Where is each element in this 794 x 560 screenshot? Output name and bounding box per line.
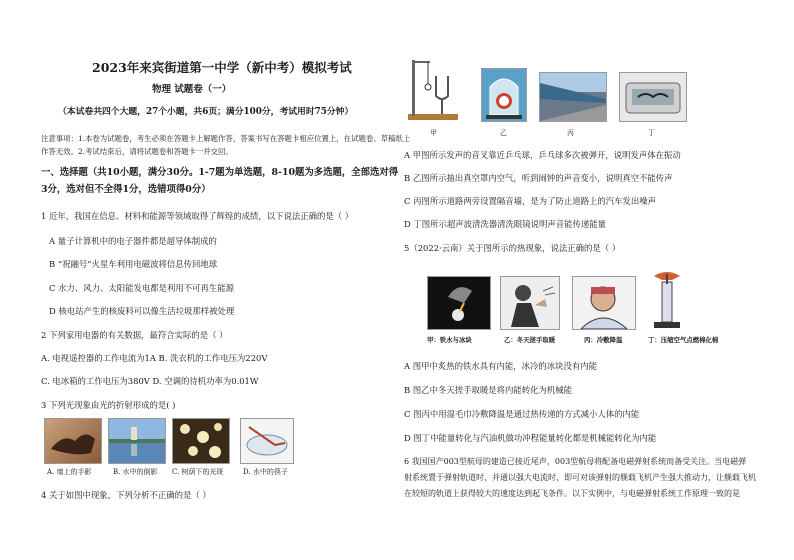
q5-stem: 5（2022·云南）关于图所示的热现象，说法正确的是（ ） (404, 243, 621, 253)
q1-option-b: B “祝融号”火星车利用电磁波将信息传回地球 (49, 259, 218, 269)
q4-option-b: B 乙图所示抽出真空罩内空气，听到闹钟的声音变小，说明真空不能传声 (404, 173, 673, 183)
q3-picture-shadow (44, 418, 102, 464)
q3-caption-d: D. 水中的筷子 (243, 468, 288, 476)
q5-option-b: B 图乙中冬天搓手取暖是将内能转化为机械能 (404, 385, 572, 395)
q4-fig-caption-ding: 丁 (648, 129, 655, 137)
q6-line-2: 射系统置于弹射轨道时，并通以强大电流时，即可对该弹射的舰载飞机产生强大推动力，让舰载飞机 (404, 473, 756, 482)
section-one-line-1: 一、选择题（共10小题，满分30分。1-7题为单选题，8-10题为多选题，全部选对得 (41, 167, 399, 178)
q4-fig-caption-jia: 甲 (430, 129, 437, 137)
q5-option-d: D 图丁中能量转化与汽油机做功冲程能量转化都是机械能转化为内能 (404, 433, 657, 443)
q5-caption-ding: 丁：压缩空气点燃棉化棉 (648, 336, 719, 344)
q4-figure-noise-barrier (539, 72, 607, 122)
q5-figure-cold-compress (572, 276, 636, 330)
q4-figure-ultrasonic-cleaner (619, 72, 687, 122)
q4-fig-caption-yi: 乙 (500, 129, 507, 137)
q3-caption-c: C. 树荫下的光斑 (172, 468, 224, 476)
q3-stem: 3 下列光现象由光的折射形成的是( ) (41, 400, 176, 410)
q3-picture-chopsticks (240, 418, 294, 464)
section-one-line-2: 3分，选对但不全得1分，选错项得0分） (41, 184, 211, 195)
q2-stem: 2 下列家用电器的有关数据，最符合实际的是（ ） (41, 330, 228, 340)
q4-option-c: C 丙图所示道路两旁设置隔音墙，是为了防止道路上的汽车发出噪声 (404, 196, 656, 206)
q3-picture-light-spots (172, 418, 230, 464)
notice-line-1: 注意事项：1.本卷为试题卷，考生必须在答题卡上解题作答，答案书写在答题卡相应位置上，在试题卷、草稿纸上 (41, 134, 411, 143)
q1-option-a: A 量子计算机中的电子器件都是超导体制成的 (49, 236, 217, 246)
notice-line-2: 作答无效。2.考试结束后，请将试题卷和答题卡一并交回。 (41, 147, 233, 156)
q5-figure-molten-iron (427, 276, 491, 330)
exam-subtitle: 物理 试题卷（一） (152, 84, 232, 95)
q1-option-c: C 水力、风力、太阳能发电都是利用不可再生能源 (49, 283, 234, 293)
exam-title: 2023年来宾街道第一中学（新中考）模拟考试 (92, 60, 352, 75)
q4-stem: 4 关于如图中现象，下列分析不正确的是（ ） (41, 490, 211, 500)
q4-option-d: D 丁图所示超声波清洗器清洗眼镜说明声音能传递能量 (404, 219, 607, 229)
q5-figure-air-compression (650, 268, 684, 330)
q2-options-cd: C. 电冰箱的工作电压为380V D. 空调的待机功率为0.01W (41, 376, 259, 386)
q4-figure-bell-jar (481, 68, 527, 122)
exam-info: （本试卷共四个大题，27个小题，共6页；满分100分，考试用时75分钟） (58, 107, 354, 117)
q6-line-1: 6 我国国产003型航母的建造已接近尾声，003型航母将配备电磁弹射系统而备受关注。当电磁弹 (404, 457, 747, 466)
q3-picture-reflection (108, 418, 166, 464)
q3-caption-b: B. 水中的倒影 (113, 468, 158, 476)
q5-figure-rubbing-hands (500, 276, 560, 330)
q6-line-3: 在较短的轨道上获得较大的速度达到起飞条件。以下实例中，与电磁弹射系统工作原理一致的是 (404, 489, 740, 498)
q4-option-a: A 甲图所示发声的音叉靠近乒乓球，乒乓球多次被弹开，说明发声体在振动 (404, 150, 681, 160)
q5-option-a: A 图甲中炙热的铁水具有内能，冰冷的冰块没有内能 (404, 361, 597, 371)
q4-fig-caption-bing: 丙 (567, 129, 574, 137)
q5-option-c: C 图丙中用湿毛巾冷敷降温是通过热传递的方式减小人体的内能 (404, 409, 640, 419)
q5-caption-jia: 甲：铁水与冰块 (427, 336, 472, 344)
q3-caption-a: A. 墙上的手影 (47, 468, 92, 476)
q1-stem: 1 近年，我国在信息、材料和能源等领域取得了辉煌的成绩，以下说法正确的是（ ） (41, 211, 354, 221)
q1-option-d: D 核电站产生的核废料可以像生活垃圾那样被处理 (49, 306, 235, 316)
q4-figure-tuning-fork (404, 56, 462, 122)
q2-options-ab: A. 电视遥控器的工作电流为1A B. 洗衣机的工作电压为220V (41, 353, 268, 363)
q5-caption-bing: 丙：冷敷降温 (584, 336, 623, 344)
q5-caption-yi: 乙：冬天搓手取暖 (504, 336, 556, 344)
